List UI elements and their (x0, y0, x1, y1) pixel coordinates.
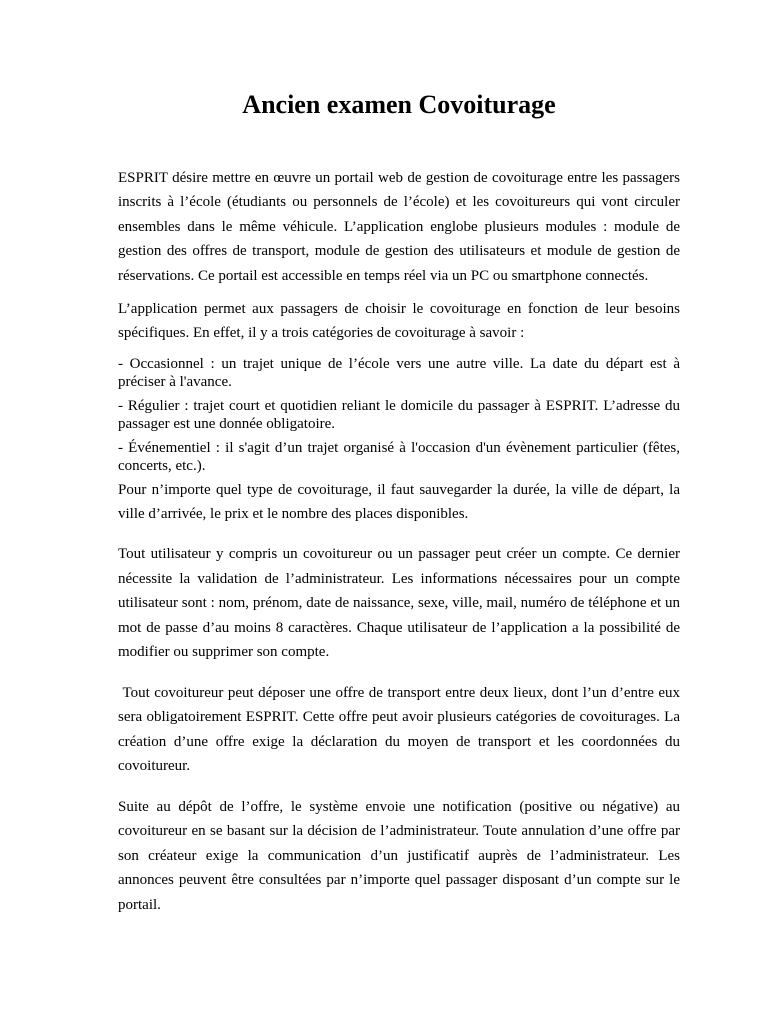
list-item-evenementiel: - Événementiel : il s'agit d’un trajet organisé à l'occasion d'un évènement particulier (fêtes, concerts, etc.). (118, 440, 680, 475)
document-title: Ancien examen Covoiturage (242, 90, 556, 119)
list-item-occasionnel: - Occasionnel : un trajet unique de l’école vers une autre ville. La date du départ est à préciser à l'avance. (118, 356, 680, 391)
paragraph-categories: L’application permet aux passagers de choisir le covoiturage en fonction de leur besoins spécifiques. En effet, il y a trois catégories de covoiturage à savoir : (118, 301, 680, 342)
paragraph-common-fields: Pour n’importe quel type de covoiturage, il faut sauvegarder la durée, la ville de départ, la ville d’arrivée, le prix et le nombre des places disponibles. (118, 482, 680, 523)
document-page (118, 0, 684, 917)
paragraph-notifications: Suite au dépôt de l’offre, le système envoie une notification (positive ou négative) au covoitureur en se basant sur la décision de l’administrateur. Toute annulation d’une offre par son créateur exige la communication d’un justificatif auprès de l’administrateur. Les annonces peuvent être consultées par n’importe quel passager disposant d’un compte sur le portail. (118, 798, 680, 913)
paragraph-offers: Tout covoitureur peut déposer une offre de transport entre deux lieux, dont l’un d’entre eux sera obligatoirement ESPRIT. Cette offre peut avoir plusieurs catégories de covoiturages. La création d’une offre exige la déclaration du moyen de transport et les coordonnées du covoitureur. (118, 684, 684, 775)
list-item-regulier: - Régulier : trajet court et quotidien reliant le domicile du passager à ESPRIT. L’adresse du passager est une donnée obligatoire. (118, 398, 680, 433)
paragraph-accounts: Tout utilisateur y compris un covoitureur ou un passager peut créer un compte. Ce dernier nécessite la validation de l’administrateur. Les informations nécessaires pour un compte utilisateur sont : nom, prénom, date de naissance, sexe, ville, mail, numéro de téléphone et un mot de passe d’au moins 8 caractères. Chaque utilisateur de l’application a la possibilité de modifier ou supprimer son compte. (118, 546, 680, 661)
paragraph-intro: ESPRIT désire mettre en œuvre un portail web de gestion de covoiturage entre les passagers inscrits à l’école (étudiants ou personnels de l’école) et les covoitureurs qui vont circuler ensembles dans le même véhicule. L’application englobe plusieurs modules : module de gestion des offres de transport, module de gestion des utilisateurs et module de gestion de réservations. Ce portail est accessible en temps réel via un PC ou smartphone connectés. (118, 170, 680, 284)
